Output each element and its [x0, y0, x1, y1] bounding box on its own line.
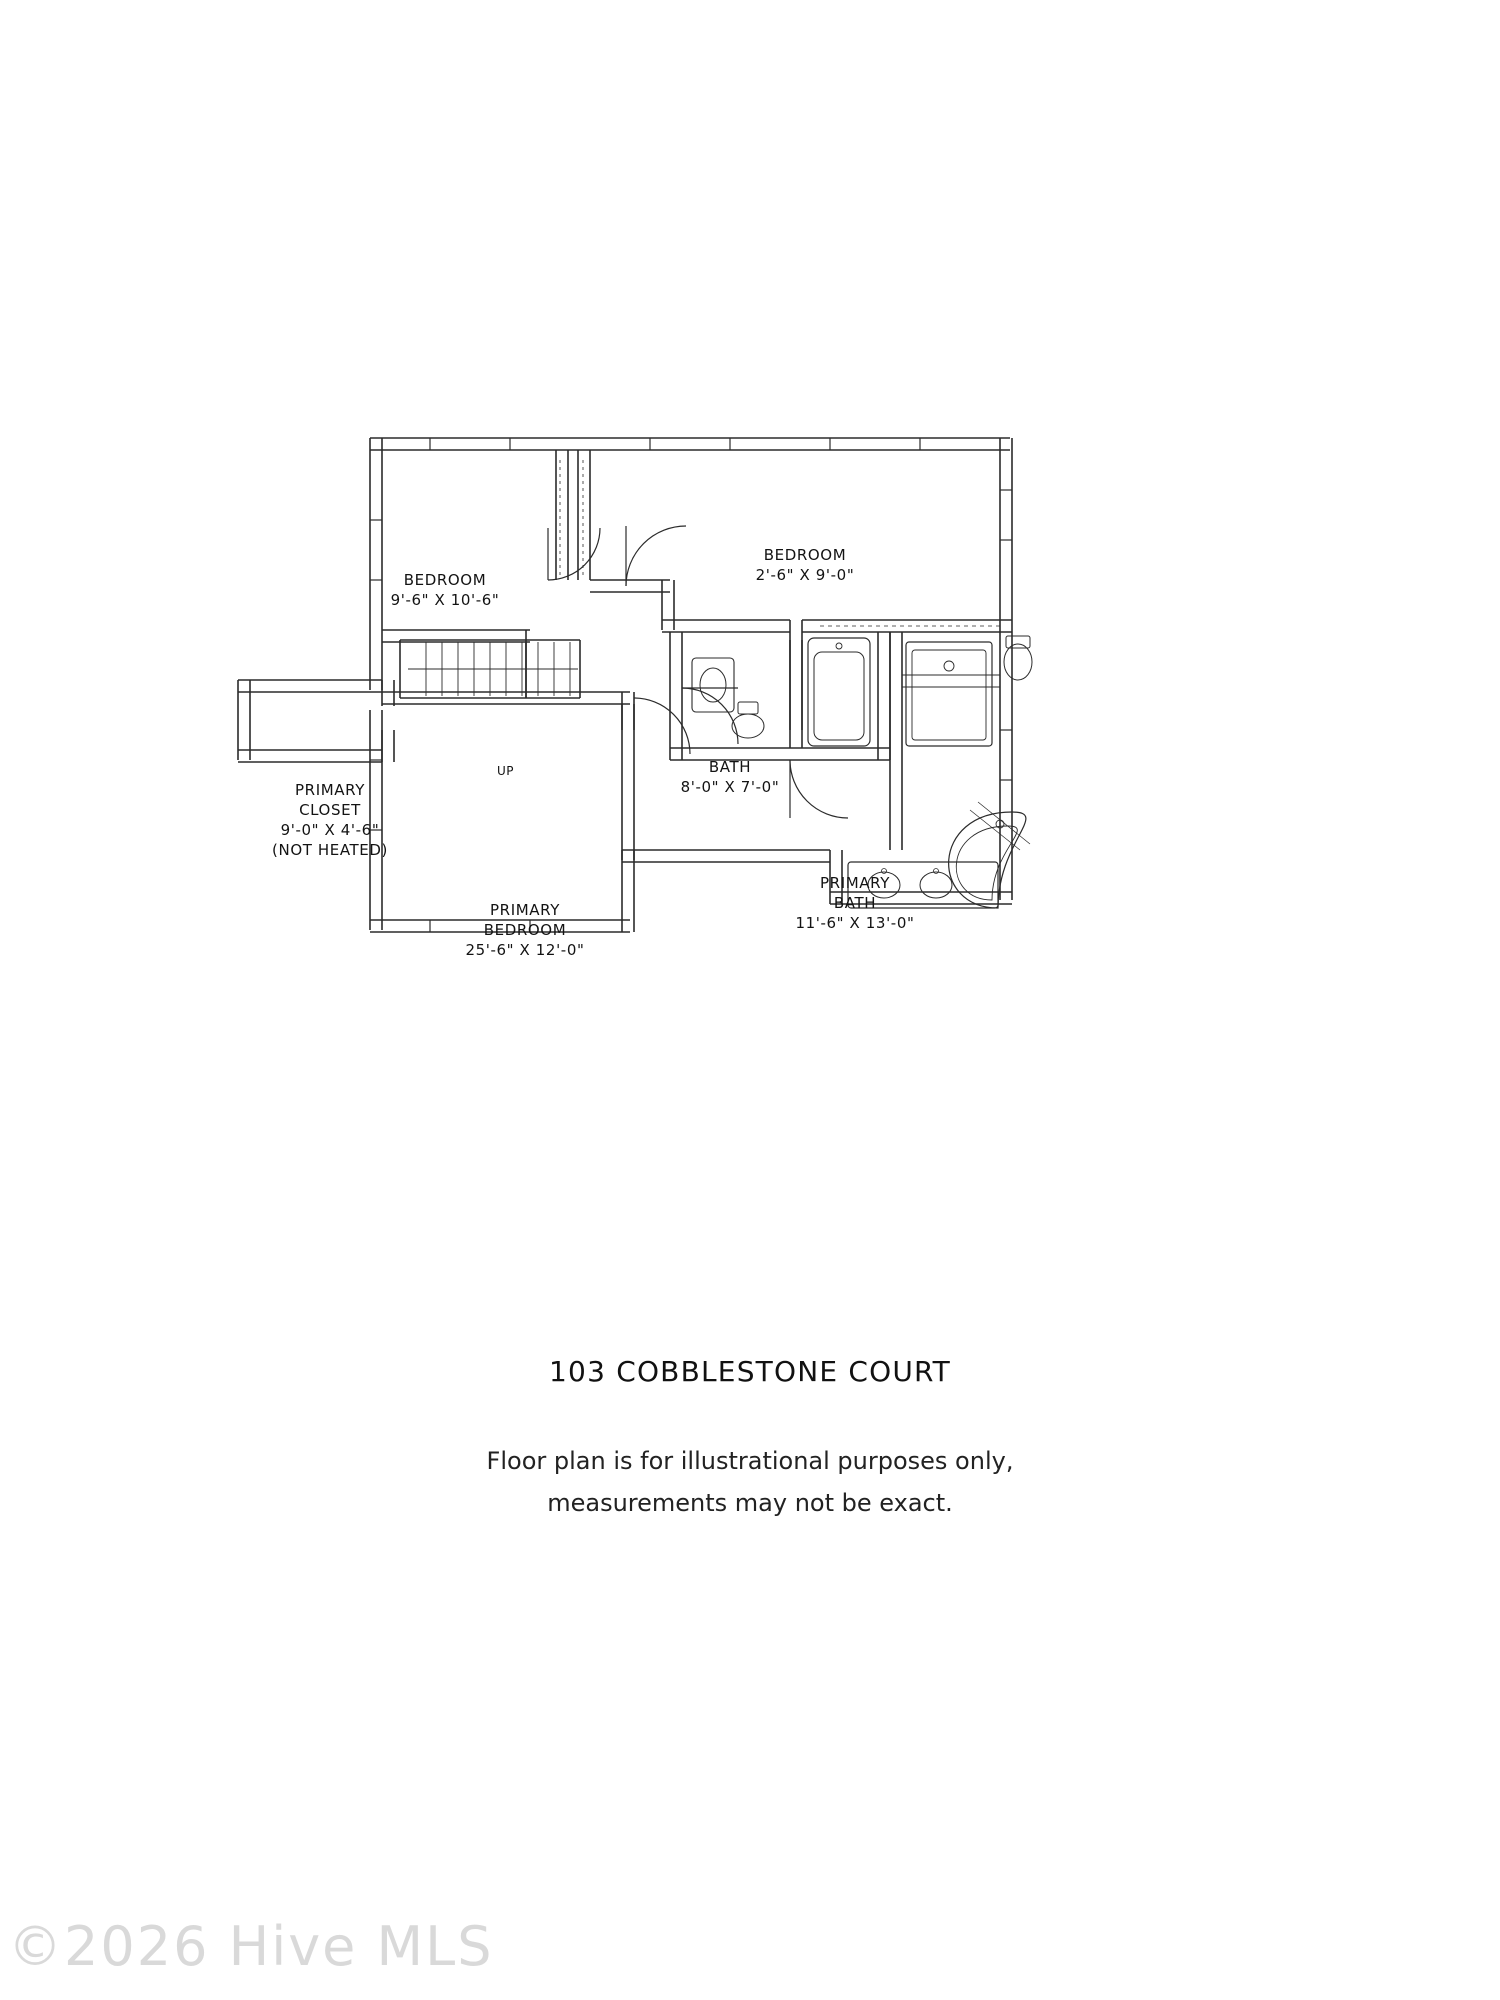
room-dimensions: 25'-6" X 12'-0"	[465, 941, 585, 959]
watermark: ©2026 Hive MLS	[8, 1915, 494, 1978]
room-name: BEDROOM	[403, 571, 487, 589]
room-name: PRIMARY	[490, 901, 560, 919]
disclaimer-line-1: Floor plan is for illustrational purposes only,	[486, 1447, 1014, 1475]
disclaimer-line-2: measurements may not be exact.	[547, 1489, 953, 1517]
room-dimensions: 9'-6" X 10'-6"	[390, 591, 500, 609]
room-name: PRIMARY	[295, 781, 365, 799]
room-name: PRIMARY	[820, 874, 890, 892]
room-dimensions: 9'-0" X 4'-6"	[280, 821, 380, 839]
room-label-bedroom-right	[705, 545, 905, 585]
room-name: BATH	[708, 758, 752, 776]
room-label-primary-bath	[760, 873, 950, 933]
room-name-second-line: CLOSET	[299, 801, 361, 819]
room-name-second-line: BATH	[833, 894, 877, 912]
stair-direction-label: UP	[497, 764, 515, 778]
room-name: BEDROOM	[763, 546, 847, 564]
room-label-bath	[650, 757, 810, 797]
room-label-primary-bedroom	[425, 900, 625, 960]
room-dimensions: 8'-0" X 7'-0"	[680, 778, 780, 796]
room-dimensions: 11'-6" X 13'-0"	[795, 914, 915, 932]
page-title: 103 COBBLESTONE COURT	[549, 1355, 951, 1388]
title-block	[0, 1355, 1500, 1524]
room-name-second-line: BEDROOM	[483, 921, 567, 939]
room-label-primary-closet	[230, 780, 430, 860]
room-label-bedroom-left	[355, 570, 535, 610]
room-note: (NOT HEATED)	[272, 841, 388, 859]
room-dimensions: 2'-6" X 9'-0"	[755, 566, 855, 584]
